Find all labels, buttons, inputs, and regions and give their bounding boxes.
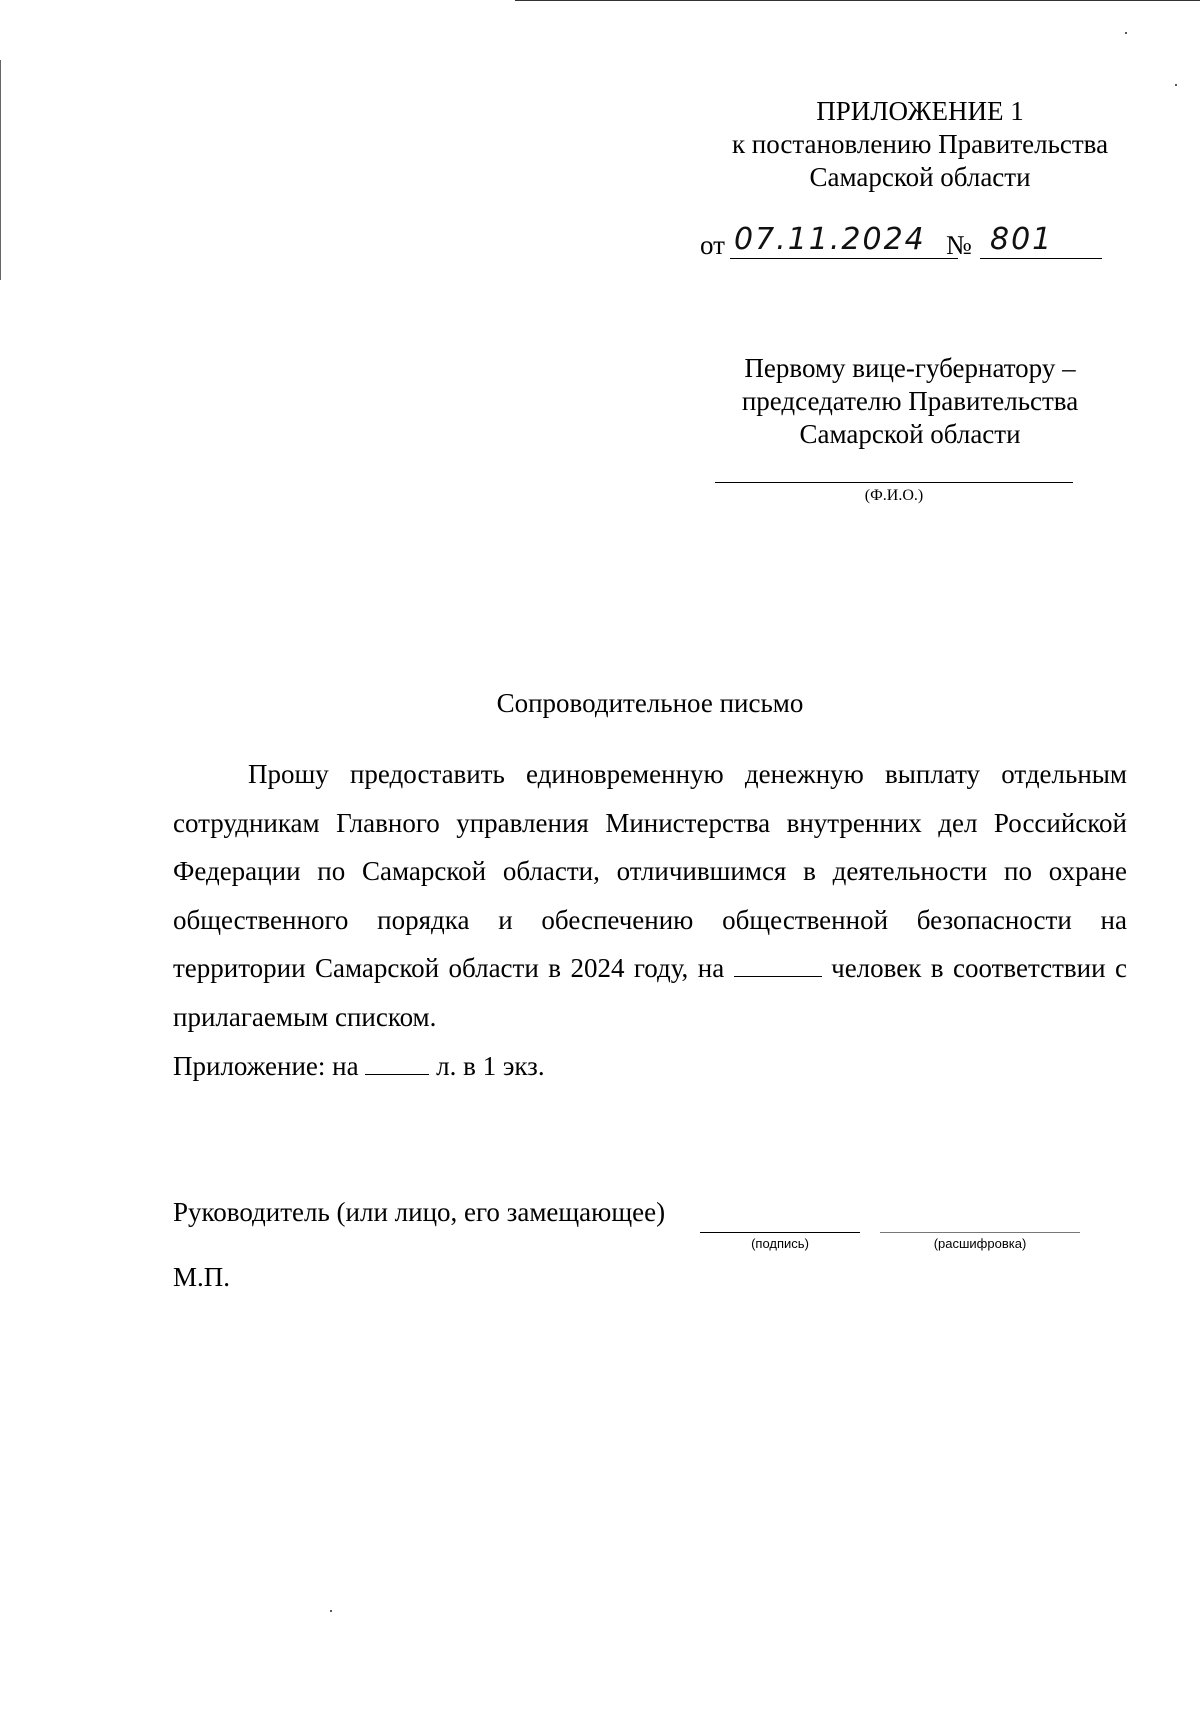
letter-title: Сопроводительное письмо — [496, 688, 804, 718]
scan-edge-left — [0, 60, 1, 280]
annex-title: ПРИЛОЖЕНИЕ 1 — [816, 96, 1024, 126]
number-underline — [980, 258, 1102, 259]
date-underline — [730, 258, 958, 259]
appendix-line — [173, 1051, 545, 1082]
addressee-block — [690, 352, 1130, 451]
scan-speck — [330, 1610, 332, 1612]
handwritten-number: 801 — [990, 222, 1054, 257]
signature-blank-line — [700, 1232, 860, 1233]
fio-caption: (Ф.И.О.) — [864, 487, 924, 504]
appendix-suffix: л. в 1 экз. — [436, 1051, 545, 1081]
appendix-prefix: Приложение: на — [173, 1051, 359, 1081]
decoding-caption: (расшифровка) — [933, 1236, 1027, 1251]
number-sign: № — [946, 230, 972, 260]
letter-body — [173, 750, 1127, 1041]
fio-blank-line — [715, 482, 1073, 483]
scan-edge-top — [515, 0, 1200, 1]
date-number-line — [700, 222, 1120, 262]
people-count-blank — [734, 956, 822, 977]
addressee-line-2: председателю Правительства — [741, 386, 1079, 416]
signature-label: Руководитель (или лицо, его замещающее) — [173, 1197, 666, 1227]
decoding-blank-line — [880, 1232, 1080, 1233]
annex-block — [690, 95, 1150, 194]
date-prefix: от — [700, 230, 725, 260]
annex-line-3: Самарской области — [809, 162, 1031, 192]
letter-body-text-end: человек в соответствии с прилагаемым списком. — [173, 953, 1127, 1032]
scan-speck — [1175, 84, 1177, 86]
scan-speck — [1125, 32, 1127, 34]
stamp-place-label: М.П. — [173, 1262, 231, 1292]
addressee-line-1: Первому вице-губернатору – — [744, 353, 1076, 383]
letter-body-text: Прошу предоставить единовременную денежную выплату отдельным сотрудникам Главного управления Министерства внутренних дел Российской Федерации по Самарской области, отличившимся в деятельности по охране общественного порядка и обеспечению общественной безопасности на территории Самарской области в 2024 году, на — [173, 759, 1127, 983]
annex-line-2: к постановлению Правительства — [731, 129, 1109, 159]
signature-caption: (подпись) — [751, 1236, 809, 1251]
handwritten-date: 07.11.2024 — [734, 222, 926, 257]
addressee-line-3: Самарской области — [799, 419, 1021, 449]
sheets-count-blank — [365, 1056, 429, 1075]
